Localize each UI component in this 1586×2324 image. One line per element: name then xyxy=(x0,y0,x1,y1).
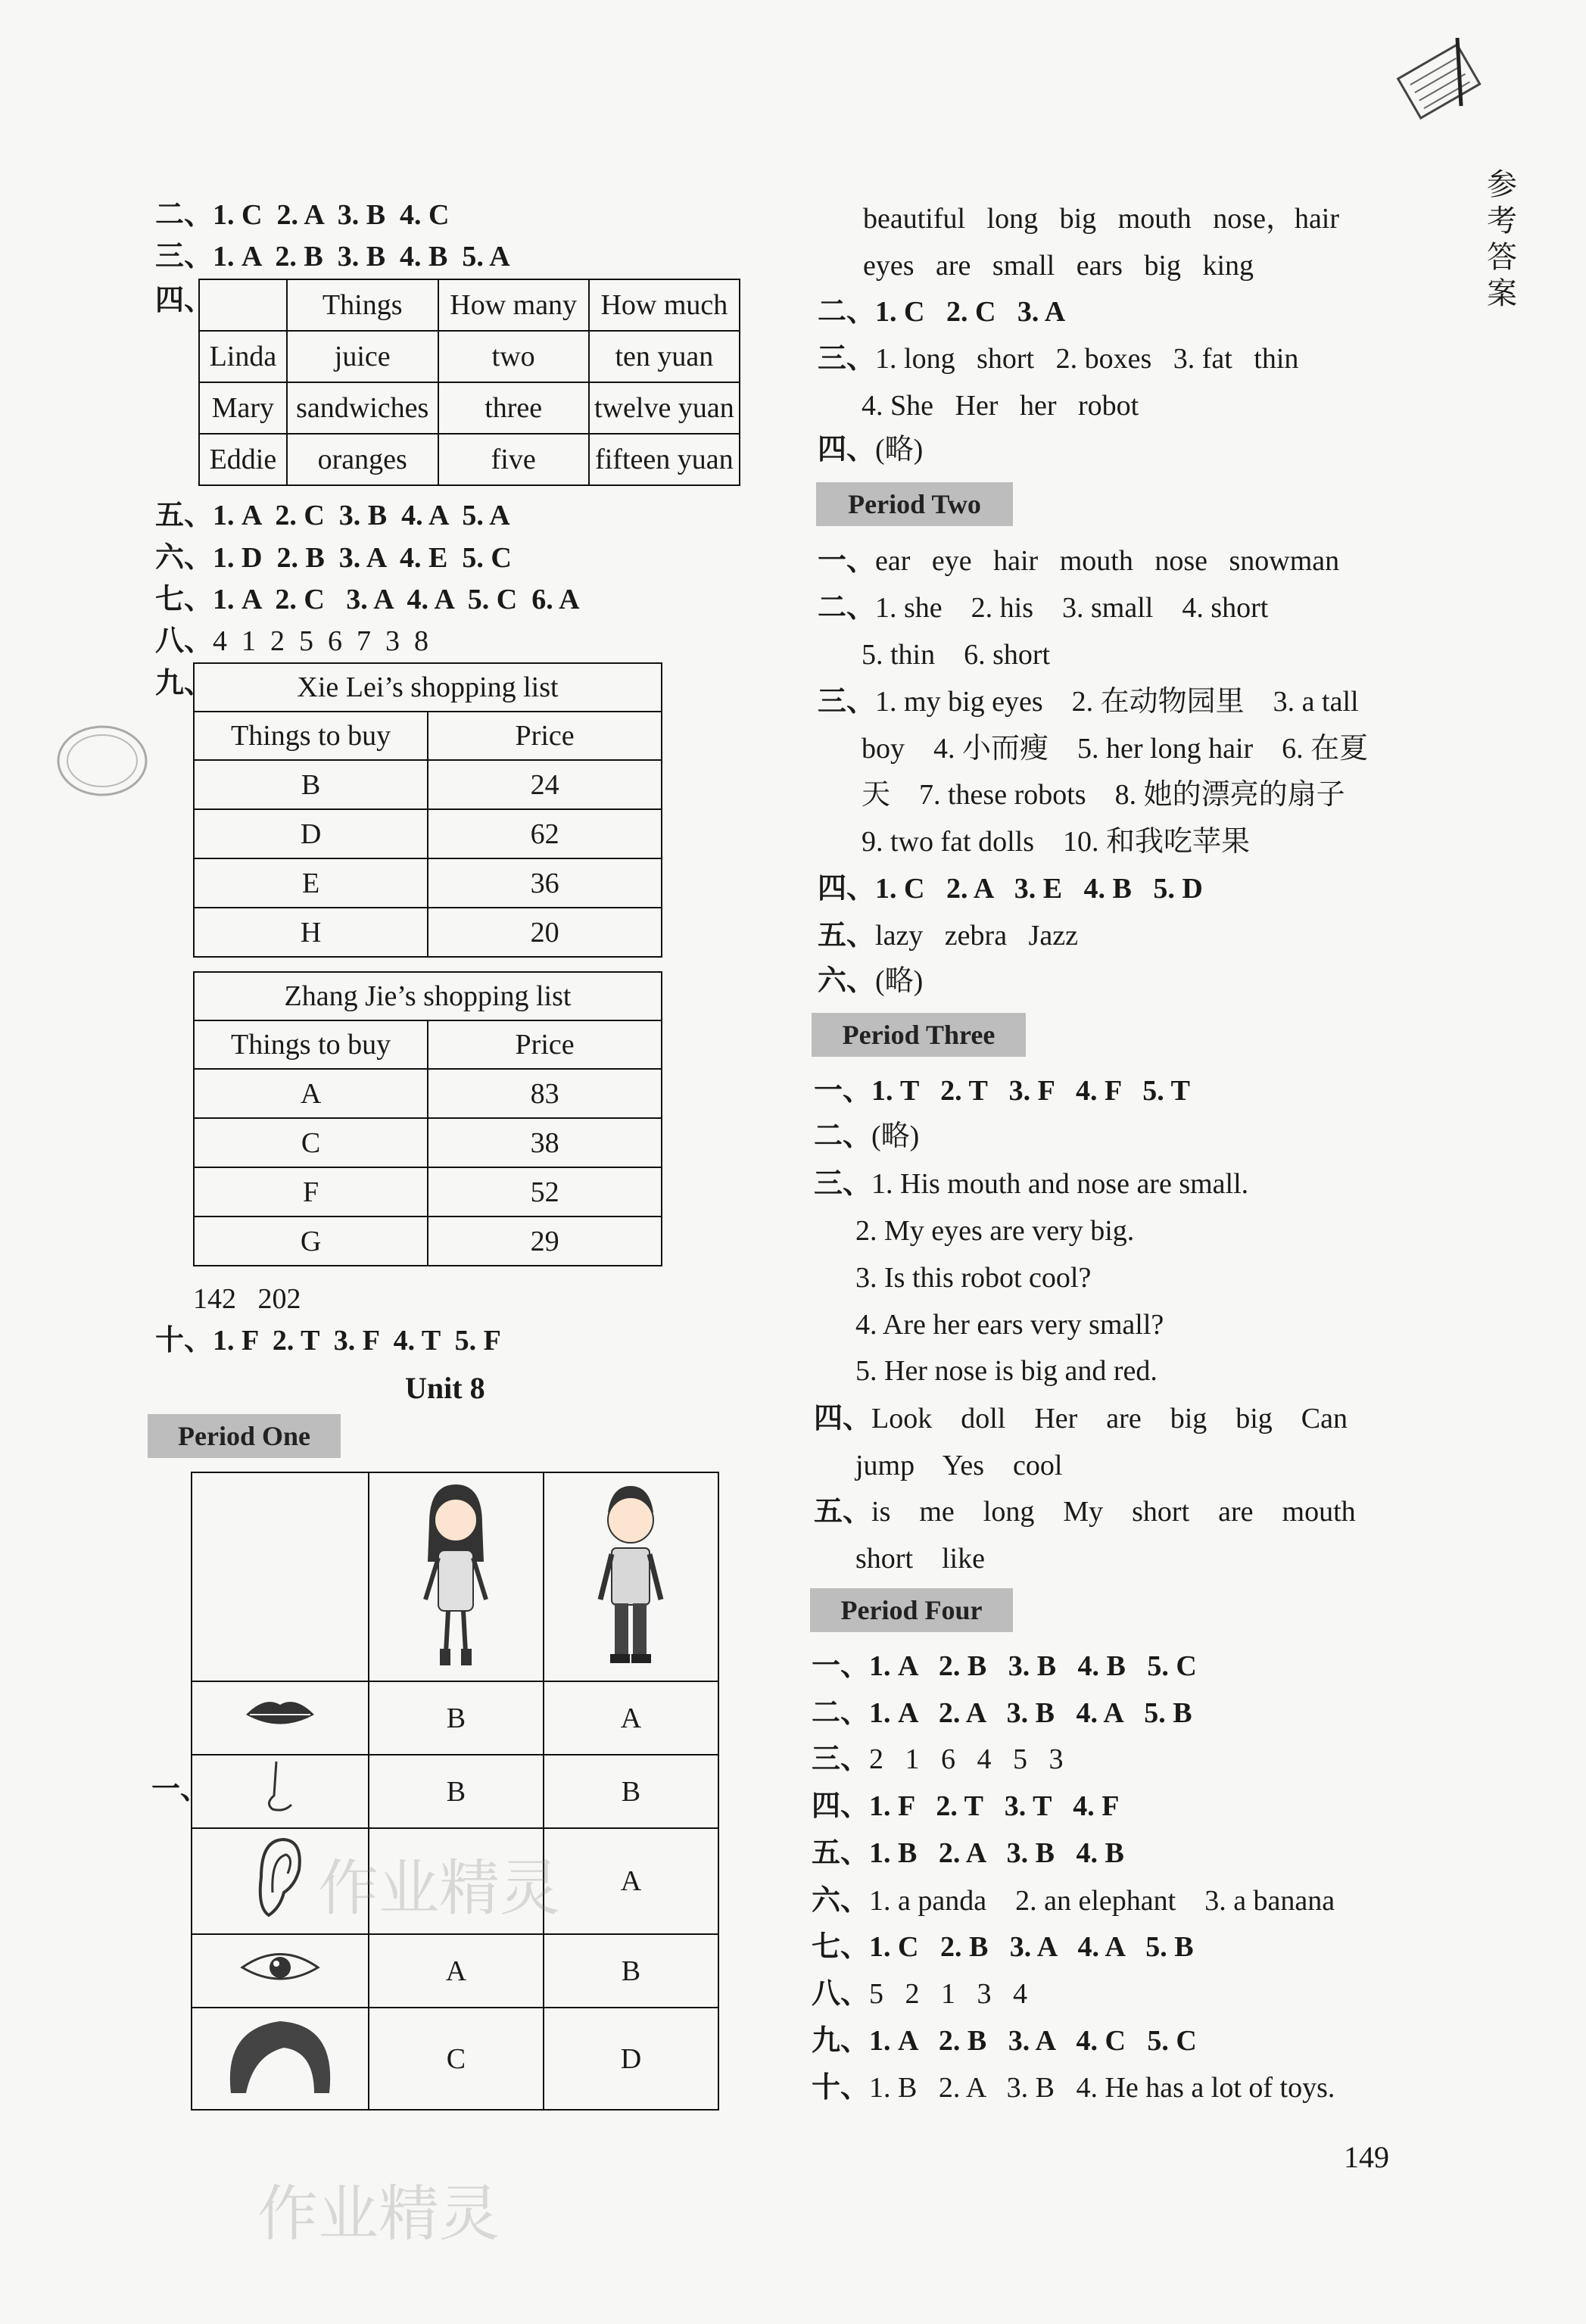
page-number: 149 xyxy=(1344,2140,1389,2174)
watermark: 作业精灵 xyxy=(318,1853,560,1924)
p4-b: 二、1. A 2. A 3. B 4. A 5. B xyxy=(812,1697,1192,1729)
p2-c4: 9. two fat dolls 10. 和我吃苹果 xyxy=(862,826,1250,858)
table-cell: juice xyxy=(287,331,438,382)
right-l2: eyes are small ears big king xyxy=(863,250,1254,282)
table-cell: fifteen yuan xyxy=(589,434,740,485)
period-one-tag: Period One xyxy=(148,1414,341,1458)
list-price: 24 xyxy=(428,760,662,809)
left-s2: 二、1. C 2. A 3. B 4. C xyxy=(155,199,450,231)
feature-cell xyxy=(192,1755,369,1828)
p2-c3: 天 7. these robots 8. 她的漂亮的扇子 xyxy=(862,779,1345,811)
feature-cell xyxy=(192,1681,369,1755)
p2-d: 四、1. C 2. A 3. E 4. B 5. D xyxy=(818,873,1203,905)
mouth-icon xyxy=(242,1696,318,1734)
girl-icon xyxy=(414,1478,497,1668)
p3-c1: 三、1. His mouth and nose are small. xyxy=(814,1168,1249,1200)
list-price: 38 xyxy=(428,1118,662,1167)
table-cell: Eddie xyxy=(199,434,287,485)
p2-b1: 二、1. she 2. his 3. small 4. short xyxy=(818,592,1269,624)
p2-f: 六、(略) xyxy=(818,965,924,997)
list-item: E xyxy=(194,858,428,908)
shopping-totals: 142 202 xyxy=(193,1283,301,1315)
table-cell: twelve yuan xyxy=(589,382,740,434)
list-item: D xyxy=(194,809,428,858)
list-header: Things to buy xyxy=(194,1020,428,1069)
boy-icon xyxy=(589,1478,672,1668)
boy-cell xyxy=(544,1472,718,1681)
right-s4: 四、(略) xyxy=(818,434,924,466)
nose-icon xyxy=(257,1758,303,1818)
side-title: 参考答案 xyxy=(1487,167,1517,311)
table-cell: Mary xyxy=(199,382,287,434)
left-s9-label: 九、 xyxy=(155,668,213,699)
left-s4-label: 四、 xyxy=(155,285,213,316)
answer-cell: B xyxy=(369,1755,544,1828)
feature-cell xyxy=(192,1934,369,2008)
right-l1: beautiful long big mouth nose，hair xyxy=(863,203,1340,235)
p3-d1: 四、Look doll Her are big big Can xyxy=(814,1403,1348,1435)
list-item: B xyxy=(194,760,428,809)
table-header-cell: Things xyxy=(287,279,438,331)
answer-cell: D xyxy=(544,2008,718,2110)
list-item: C xyxy=(194,1118,428,1167)
face-features-table xyxy=(191,1472,719,2111)
p4-j: 十、1. B 2. A 3. B 4. He has a lot of toys. xyxy=(812,2072,1335,2104)
list-price: 62 xyxy=(428,809,662,858)
left-s7: 七、1. A 2. C 3. A 4. A 5. C 6. A xyxy=(155,584,580,615)
table-cell: ten yuan xyxy=(589,331,740,382)
blank-cell xyxy=(192,1472,369,1681)
p4-f: 六、1. a panda 2. an elephant 3. a banana xyxy=(812,1885,1335,1917)
table-cell: two xyxy=(438,331,589,382)
p4-d: 四、1. F 2. T 3. T 4. F xyxy=(812,1790,1120,1822)
table-cell: oranges xyxy=(287,434,438,485)
p3-c5: 5. Her nose is big and red. xyxy=(855,1355,1158,1387)
list-title: Xie Lei’s shopping list xyxy=(194,663,662,712)
p2-a: 一、ear eye hair mouth nose snowman xyxy=(818,545,1340,577)
period-four-tag: Period Four xyxy=(810,1588,1013,1632)
p1-label: 一、 xyxy=(151,1774,210,1805)
unit-heading: Unit 8 xyxy=(405,1371,485,1405)
list-price: 83 xyxy=(428,1069,662,1118)
p3-c4: 4. Are her ears very small? xyxy=(855,1309,1164,1341)
p3-c2: 2. My eyes are very big. xyxy=(855,1215,1135,1247)
answer-cell: C xyxy=(369,2008,544,2110)
list-item: F xyxy=(194,1167,428,1217)
p3-c3: 3. Is this robot cool? xyxy=(855,1262,1092,1294)
answer-cell: A xyxy=(544,1681,718,1755)
list-item: G xyxy=(194,1217,428,1266)
zhang-jie-shopping-list xyxy=(193,971,662,1266)
eye-icon xyxy=(238,1945,322,1990)
list-header: Price xyxy=(428,712,662,760)
list-price: 20 xyxy=(428,908,662,957)
answer-cell: B xyxy=(369,1681,544,1755)
p4-h: 八、5 2 1 3 4 xyxy=(812,1978,1028,2010)
table-header-cell: How many xyxy=(438,279,589,331)
list-item: A xyxy=(194,1069,428,1118)
table-header-cell xyxy=(199,279,287,331)
list-price: 52 xyxy=(428,1167,662,1217)
watermark: 作业精灵 xyxy=(257,2179,500,2249)
p4-e: 五、1. B 2. A 3. B 4. B xyxy=(812,1837,1124,1869)
period-three-tag: Period Three xyxy=(812,1013,1026,1057)
notebook-pen-icon xyxy=(1385,30,1499,129)
right-s3b: 4. She Her her robot xyxy=(862,390,1139,422)
left-s6: 六、1. D 2. B 3. A 4. E 5. C xyxy=(155,542,512,574)
table-cell: sandwiches xyxy=(287,382,438,434)
left-s5: 五、1. A 2. C 3. B 4. A 5. A xyxy=(155,500,510,531)
p4-g: 七、1. C 2. B 3. A 4. A 5. B xyxy=(812,1931,1194,1963)
xie-lei-shopping-list xyxy=(193,662,662,958)
p2-c2: boy 4. 小而瘦 5. her long hair 6. 在夏 xyxy=(862,733,1369,765)
p2-b2: 5. thin 6. short xyxy=(862,639,1051,671)
list-title: Zhang Jie’s shopping list xyxy=(194,972,662,1020)
hair-icon xyxy=(223,2014,337,2097)
p3-e2: short like xyxy=(855,1543,985,1575)
stamp-logo-icon xyxy=(53,719,151,802)
table-cell: Linda xyxy=(199,331,287,382)
list-price: 29 xyxy=(428,1217,662,1266)
p3-b: 二、(略) xyxy=(814,1120,920,1152)
list-header: Things to buy xyxy=(194,712,428,760)
girl-cell xyxy=(369,1472,544,1681)
right-s3a: 三、1. long short 2. boxes 3. fat thin xyxy=(818,343,1299,375)
list-item: H xyxy=(194,908,428,957)
answer-cell: A xyxy=(544,1828,718,1934)
p4-i: 九、1. A 2. B 3. A 4. C 5. C xyxy=(812,2025,1197,2057)
p4-c: 三、2 1 6 4 5 3 xyxy=(812,1743,1064,1775)
p3-d2: jump Yes cool xyxy=(855,1450,1063,1481)
answer-cell: B xyxy=(544,1755,718,1828)
left-s3: 三、1. A 2. B 3. B 4. B 5. A xyxy=(155,241,510,273)
p3-e1: 五、is me long My short are mouth xyxy=(814,1496,1356,1528)
p4-a: 一、1. A 2. B 3. B 4. B 5. C xyxy=(812,1650,1197,1682)
table-header-cell: How much xyxy=(589,279,740,331)
left-s10: 十、1. F 2. T 3. F 4. T 5. F xyxy=(155,1325,501,1357)
table-cell: three xyxy=(438,382,589,434)
table-cell: five xyxy=(438,434,589,485)
p2-e: 五、lazy zebra Jazz xyxy=(818,920,1078,952)
answer-cell: B xyxy=(544,1934,718,2008)
list-price: 36 xyxy=(428,858,662,908)
feature-cell xyxy=(192,2008,369,2110)
list-header: Price xyxy=(428,1020,662,1069)
right-s2: 二、1. C 2. C 3. A xyxy=(818,296,1066,328)
purchase-table xyxy=(198,279,740,486)
p3-a: 一、1. T 2. T 3. F 4. F 5. T xyxy=(814,1075,1190,1107)
left-s8: 八、4 1 2 5 6 7 3 8 xyxy=(155,625,429,657)
answer-cell: A xyxy=(369,1934,544,2008)
period-two-tag: Period Two xyxy=(816,482,1013,526)
p2-c1: 三、1. my big eyes 2. 在动物园里 3. a tall xyxy=(818,686,1359,718)
ear-icon xyxy=(250,1832,310,1923)
